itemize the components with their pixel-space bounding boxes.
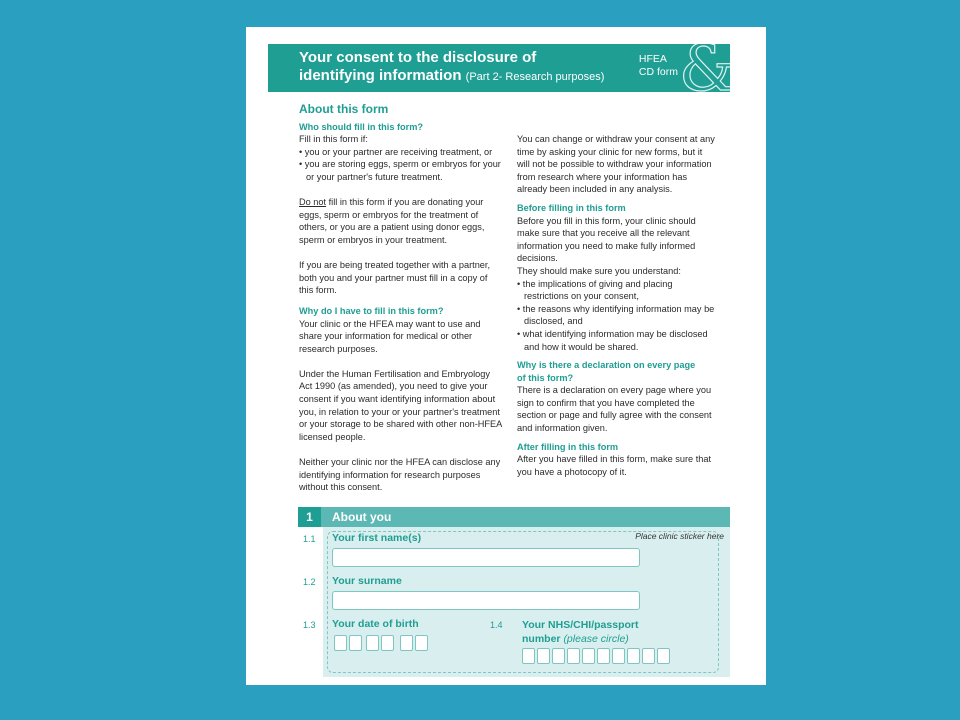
nhs-digit-box[interactable]: [642, 648, 655, 664]
surname-label: Your surname: [332, 575, 402, 587]
form-title-sub: (Part 2- Research purposes): [465, 71, 605, 83]
dob-digit-box[interactable]: [415, 635, 428, 651]
who-bullet: • you are storing eggs, sperm or embryos for your or your partner's future treatment.: [299, 159, 501, 182]
dob-digit-box[interactable]: [366, 635, 379, 651]
partner-text: If you are being treated together with a partner, both you and your partner must fill in a copy of this form.: [299, 260, 491, 296]
dob-digit-box[interactable]: [334, 635, 347, 651]
field-number: 1.4: [490, 620, 503, 630]
left-column: [299, 103, 504, 494]
who-intro: Fill in this form if:: [299, 134, 368, 145]
form-page: [246, 27, 766, 685]
why-heading: Why do I have to fill in this form?: [299, 305, 444, 316]
why-text-2: Under the Human Fertilisation and Embryology Act 1990 (as amended), you need to give your consent if you want identifying information about you, in relation to your or your partner's treatment or your storage to be shared with other non-HFEA licensed people.: [299, 368, 502, 442]
field-number: 1.2: [303, 577, 316, 587]
why-text-1: Your clinic or the HFEA may want to use and share your information for medical or other research purposes.: [299, 318, 481, 354]
before-intro: They should make sure you understand:: [517, 265, 681, 276]
nhs-digit-box[interactable]: [567, 648, 580, 664]
who-heading: Who should fill in this form?: [299, 121, 424, 132]
hfea-logo-icon: &: [679, 32, 736, 106]
form-title-line2: identifying information (Part 2- Research purposes): [299, 67, 605, 84]
after-heading: After filling in this form: [517, 441, 619, 452]
before-bullet: • the implications of giving and placing restrictions on your consent,: [517, 278, 673, 302]
form-header: [268, 32, 736, 106]
nhs-digit-box[interactable]: [627, 648, 640, 664]
who-bullet: • you or your partner are receiving treatment, or: [299, 146, 493, 157]
section-1-bar: [298, 507, 730, 527]
section-number: 1: [298, 507, 321, 527]
surname-input[interactable]: [332, 591, 640, 610]
before-text: Before you fill in this form, your clinic should make sure that you receive all the relevant information you need to make fully informed decisions.: [517, 215, 696, 264]
sticker-label: Place clinic sticker here: [635, 531, 724, 541]
nhs-number-label: Your NHS/CHI/passport number (please circle): [522, 619, 639, 645]
dob-digit-box[interactable]: [349, 635, 362, 651]
field-number: 1.1: [303, 534, 316, 544]
field-number: 1.3: [303, 620, 316, 630]
form-code: HFEA CD form: [638, 53, 678, 78]
donot-text: Do not fill in this form if you are donating your eggs, sperm or embryos for the treatment of others, or you are a patient using donor eggs, sperm or embryos in your treatment.: [299, 197, 485, 245]
after-text: After you have filled in this form, make sure that you have a photocopy of it.: [517, 454, 712, 477]
right-column: [517, 133, 717, 478]
dob-digit-box[interactable]: [381, 635, 394, 651]
nhs-digit-box[interactable]: [657, 648, 670, 664]
form-title-line1: Your consent to the disclosure of: [299, 49, 537, 66]
nhs-digit-box[interactable]: [597, 648, 610, 664]
nhs-digit-box[interactable]: [582, 648, 595, 664]
dob-label: Your date of birth: [332, 618, 419, 630]
nhs-hint: (please circle): [563, 633, 629, 645]
about-heading: About this form: [299, 102, 389, 116]
first-name-label: Your first name(s): [332, 532, 422, 544]
nhs-digit-box[interactable]: [537, 648, 550, 664]
before-bullet: • what identifying information may be disclosed and how it would be shared.: [517, 328, 708, 352]
nhs-digit-box[interactable]: [612, 648, 625, 664]
declaration-heading: Why is there a declaration on every page of this form?: [517, 360, 696, 383]
declaration-text: There is a declaration on every page where you sign to confirm that you have completed the section or page and fully agree with the consent and information given.: [517, 385, 712, 434]
nhs-digit-box[interactable]: [552, 648, 565, 664]
nhs-digit-box[interactable]: [522, 648, 535, 664]
section-title: About you: [332, 510, 392, 524]
why-text-3: Neither your clinic nor the HFEA can disclose any identifying information for research purposes without this consent.: [299, 457, 501, 493]
dob-digit-box[interactable]: [400, 635, 413, 651]
change-text: You can change or withdraw your consent at any time by asking your clinic for new forms, but it will not be possible to withdraw your information from research where your information has already been included in any analysis.: [517, 134, 715, 195]
before-bullet: • the reasons why identifying information may be disclosed, and: [517, 303, 715, 327]
before-heading: Before filling in this form: [517, 202, 626, 213]
first-name-input[interactable]: [332, 548, 640, 567]
